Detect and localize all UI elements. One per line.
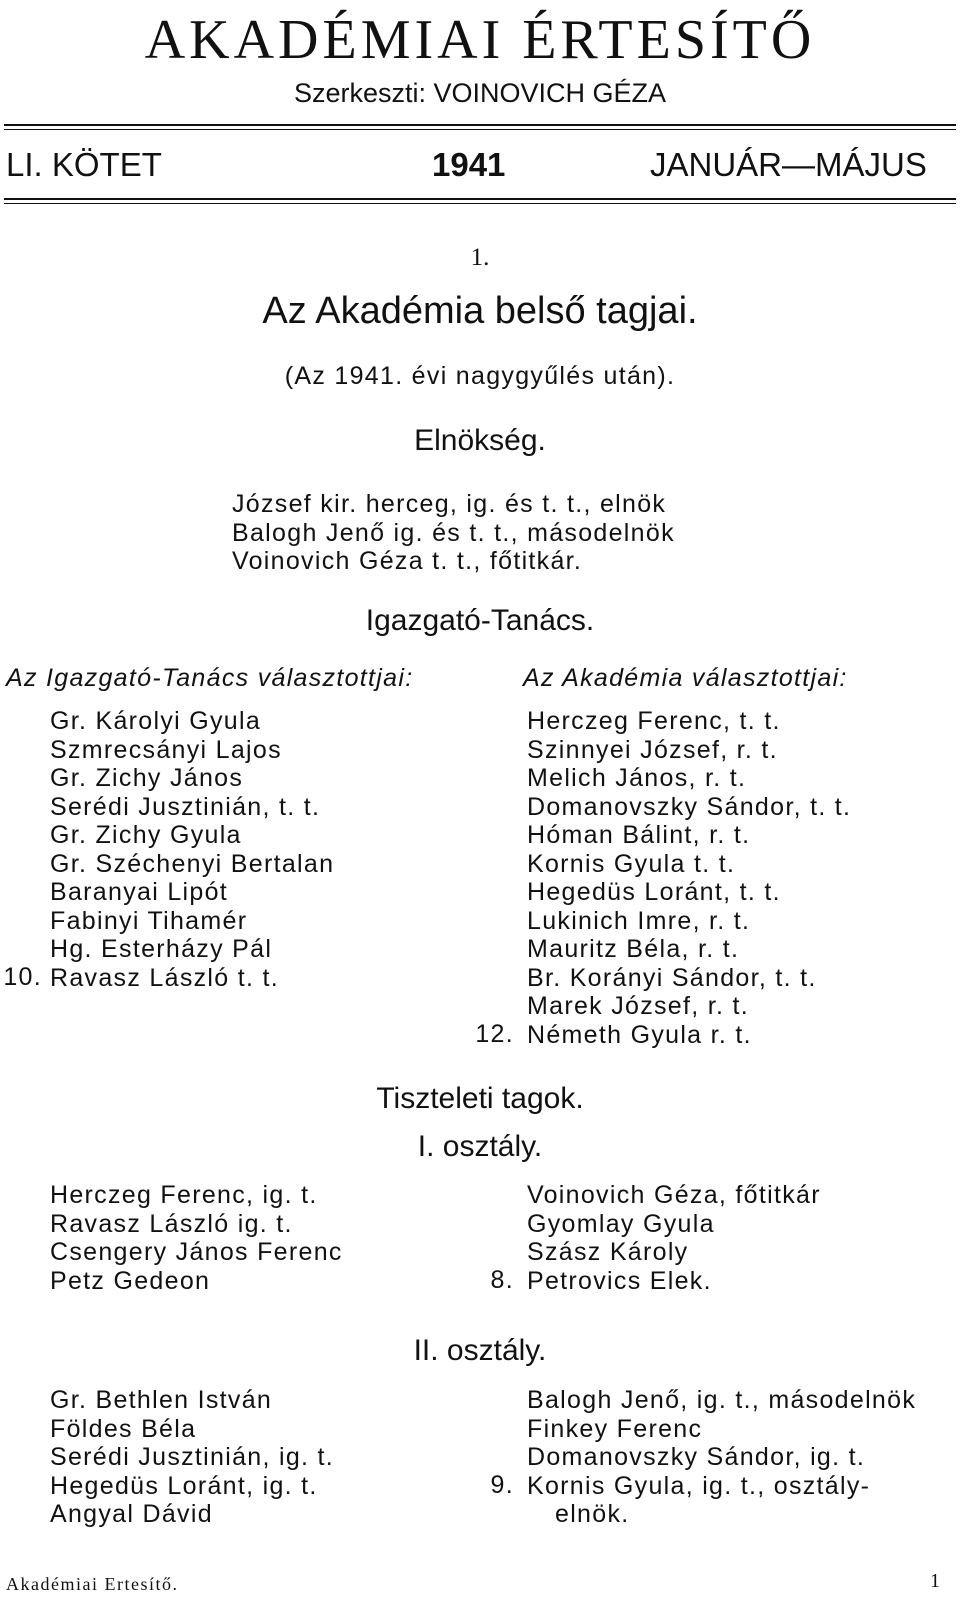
rule-mid: [4, 198, 956, 200]
list-item: Ravasz László ig. t.: [50, 1209, 293, 1238]
rule-mid-thin: [4, 203, 956, 204]
section-subheading: (Az 1941. évi nagygyűlés után).: [284, 362, 676, 390]
list-item: Hegedüs Loránt, t. t.: [527, 878, 781, 906]
list-item: Gr. Széchenyi Bertalan: [50, 849, 335, 878]
editor-line: Szerkeszti: VOINOVICH GÉZA: [293, 78, 667, 108]
list-item: Voinovich Géza t. t., főtitkár.: [232, 547, 583, 575]
tiszteleti-heading: Tiszteleti tagok.: [376, 1082, 584, 1115]
list-item: Marek József, r. t.: [527, 992, 749, 1020]
list-item: Gyomlay Gyula: [527, 1209, 715, 1238]
volume-label: LI. KÖTET: [6, 146, 162, 183]
footer-journal: Akadémiai Ertesítő.: [6, 1574, 179, 1594]
list-item: Mauritz Béla, r. t.: [527, 935, 740, 963]
list-item: József kir. herceg, ig. és t. t., elnök: [232, 490, 667, 518]
list-item: Melich János, r. t.: [527, 764, 747, 792]
journal-title: AKADÉMIAI ÉRTESÍTŐ: [144, 9, 816, 71]
list-item: Szmrecsányi Lajos: [50, 735, 282, 764]
list-item: Ravasz László t. t.: [50, 963, 279, 992]
list-item: Csengery János Ferenc: [50, 1238, 343, 1266]
list-item: Hg. Esterházy Pál: [50, 935, 273, 963]
class2-right-list: [527, 1386, 916, 1529]
igazgato-left-count: 10.: [3, 963, 42, 991]
list-item: Szász Károly: [527, 1238, 689, 1266]
rule-top: [4, 124, 956, 126]
list-item: Baranyai Lipót: [50, 878, 229, 906]
list-item: Gr. Károlyi Gyula: [50, 707, 262, 735]
class1-left-list: [50, 1181, 343, 1295]
igazgato-right-heading: Az Akadémia választottjai:: [523, 664, 848, 692]
list-item: Br. Korányi Sándor, t. t.: [527, 963, 817, 992]
igazgato-left-heading: Az Igazgató-Tanács választottjai:: [6, 664, 414, 692]
page-number: 1: [930, 1570, 940, 1592]
list-item: Serédi Jusztinián, ig. t.: [50, 1443, 335, 1471]
section-number: 1.: [470, 244, 490, 271]
list-item: Herczeg Ferenc, ig. t.: [50, 1181, 318, 1209]
volume-year: 1941: [432, 146, 506, 183]
section-heading: Az Akadémia belső tagjai.: [262, 290, 698, 332]
list-item: Lukinich Imre, r. t.: [527, 906, 751, 935]
list-item: Kornis Gyula, ig. t., osztály-: [527, 1471, 871, 1500]
list-item: Petz Gedeon: [50, 1266, 211, 1295]
list-item: Herczeg Ferenc, t. t.: [527, 707, 781, 735]
list-item: Balogh Jenő, ig. t., másodelnök: [527, 1386, 917, 1414]
list-item: Gr. Bethlen István: [50, 1386, 273, 1414]
class2-count: 9.: [490, 1471, 514, 1499]
list-item: Domanovszky Sándor, ig. t.: [527, 1443, 866, 1471]
list-item: Domanovszky Sándor, t. t.: [527, 792, 852, 821]
class2-heading: II. osztály.: [413, 1334, 547, 1367]
list-item: Hegedüs Loránt, ig. t.: [50, 1471, 318, 1500]
class1-count: 8.: [490, 1266, 514, 1294]
elnokseg-list: [232, 490, 675, 576]
list-item: Petrovics Elek.: [527, 1266, 712, 1295]
list-item: Voinovich Géza, főtitkár: [527, 1181, 821, 1209]
igazgato-heading: Igazgató-Tanács.: [365, 604, 595, 637]
class1-heading: I. osztály.: [417, 1130, 543, 1163]
igazgato-right-count: 12.: [475, 1020, 514, 1048]
list-item: Szinnyei József, r. t.: [527, 735, 778, 764]
list-item: Gr. Zichy János: [50, 764, 244, 792]
class2-left-list: [50, 1386, 334, 1529]
list-item: Serédi Jusztinián, t. t.: [50, 792, 321, 821]
list-item: Németh Gyula r. t.: [527, 1020, 752, 1049]
list-item: Fabinyi Tihamér: [50, 906, 248, 935]
list-item: Finkey Ferenc: [527, 1414, 703, 1443]
volume-months: JANUÁR—MÁJUS: [650, 146, 927, 183]
list-item: Gr. Zichy Gyula: [50, 821, 242, 849]
list-item: Balogh Jenő ig. és t. t., másodelnök: [232, 518, 675, 547]
list-item: Angyal Dávid: [50, 1500, 213, 1528]
igazgato-right-list: [527, 707, 851, 1049]
list-item: Hóman Bálint, r. t.: [527, 821, 751, 849]
elnokseg-heading: Elnökség.: [414, 424, 546, 457]
rule-top-thin: [4, 129, 956, 130]
class1-right-list: [527, 1181, 821, 1295]
list-item: Földes Béla: [50, 1414, 197, 1443]
igazgato-left-list: [50, 707, 334, 992]
list-item: elnök.: [555, 1500, 630, 1528]
list-item: Kornis Gyula t. t.: [527, 849, 736, 878]
